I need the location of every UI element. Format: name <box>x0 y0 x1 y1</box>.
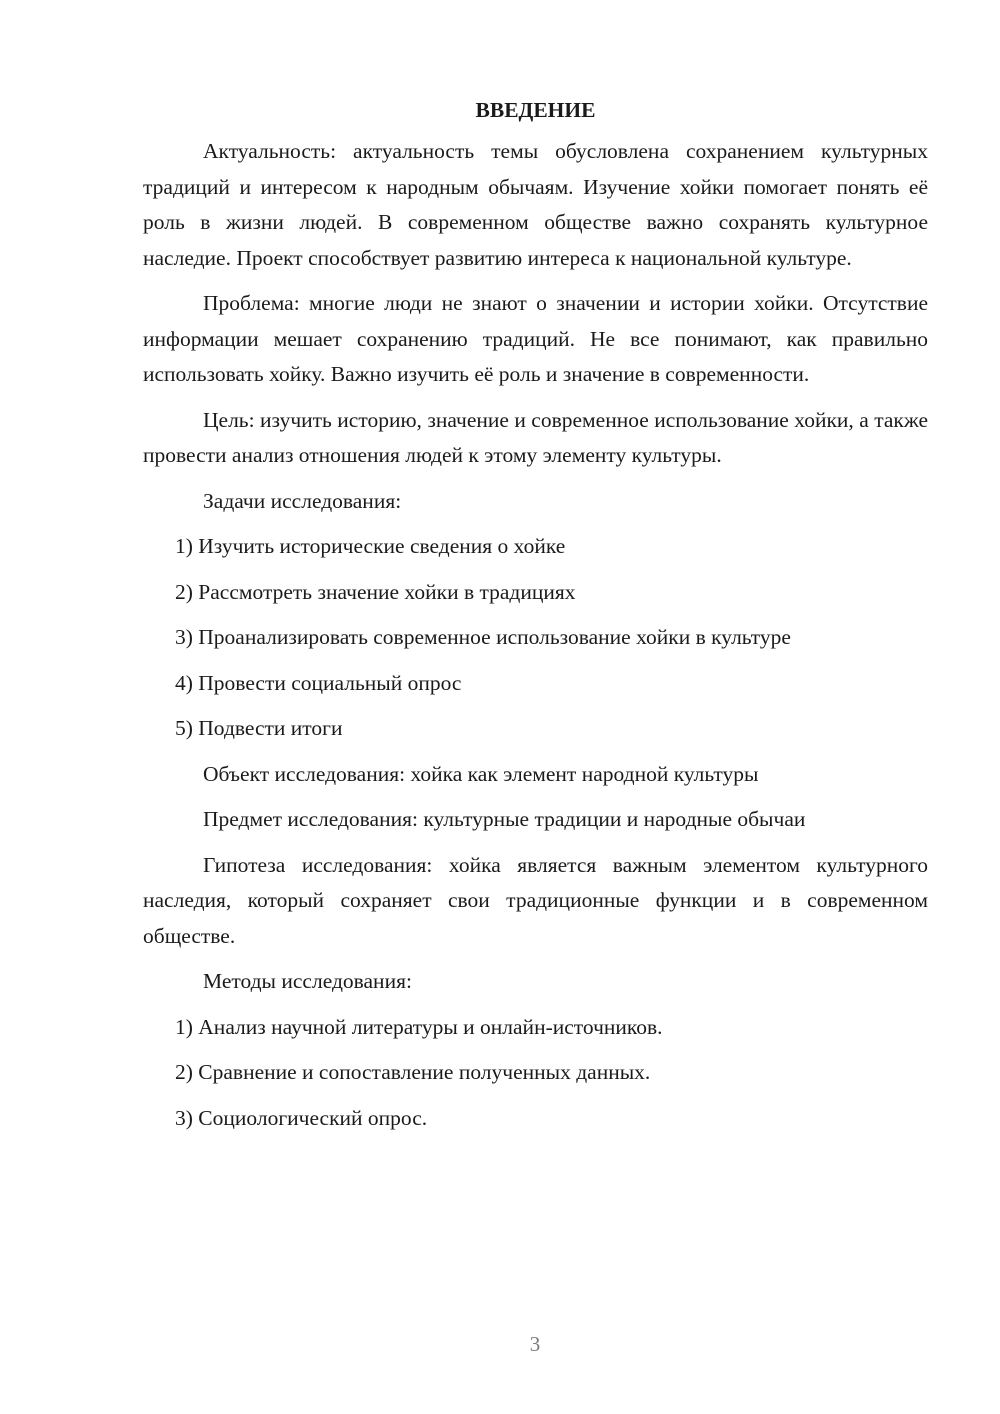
relevance-paragraph: Актуальность: актуальность темы обусловлена сохранением культурных традиций и интересом к народным обычаям. Изучение хойки помогает понять её роль в жизни людей. В современном обществе важно сохранять культурное наследие. Проект способствует развитию интереса к национальной культуре. <box>143 139 928 270</box>
goal-paragraph: Цель: изучить историю, значение и современное использование хойки, а также провести анализ отношения людей к этому элементу культуры. <box>143 407 928 467</box>
tasks-list <box>143 529 928 757</box>
problem-paragraph: Проблема: многие люди не знают о значении и истории хойки. Отсутствие информации мешает сохранению традиций. Не все понимают, как правильно использовать хойку. Важно изучить её роль и значение в современности. <box>143 291 928 386</box>
task-item: 2) Рассмотреть значение хойки в традициях <box>175 579 576 604</box>
task-item: 1) Изучить исторические сведения о хойке <box>175 534 566 558</box>
section-title: ВВЕДЕНИЕ <box>475 98 596 122</box>
task-item: 5) Подвести итоги <box>175 716 343 740</box>
task-item: 3) Проанализировать современное использование хойки в культуре <box>175 625 791 649</box>
page-number: 3 <box>529 1332 541 1356</box>
task-item: 4) Провести социальный опрос <box>175 670 462 695</box>
methods-list <box>143 1010 928 1147</box>
method-item: 2) Сравнение и сопоставление полученных данных. <box>175 1060 651 1084</box>
document-body <box>143 92 928 1146</box>
hypothesis-paragraph: Гипотеза исследования: хойка является важным элементом культурного наследия, который сохраняет свои традиционные функции и в современном обществе. <box>143 852 928 948</box>
tasks-heading: Задачи исследования: <box>203 488 402 513</box>
research-subject: Предмет исследования: культурные традиции и народные обычаи <box>203 807 806 831</box>
methods-heading: Методы исследования: <box>203 969 412 993</box>
research-object: Объект исследования: хойка как элемент народной культуры <box>203 761 759 786</box>
method-item: 1) Анализ научной литературы и онлайн-источников. <box>175 1014 663 1039</box>
method-item: 3) Социологический опрос. <box>175 1105 428 1130</box>
